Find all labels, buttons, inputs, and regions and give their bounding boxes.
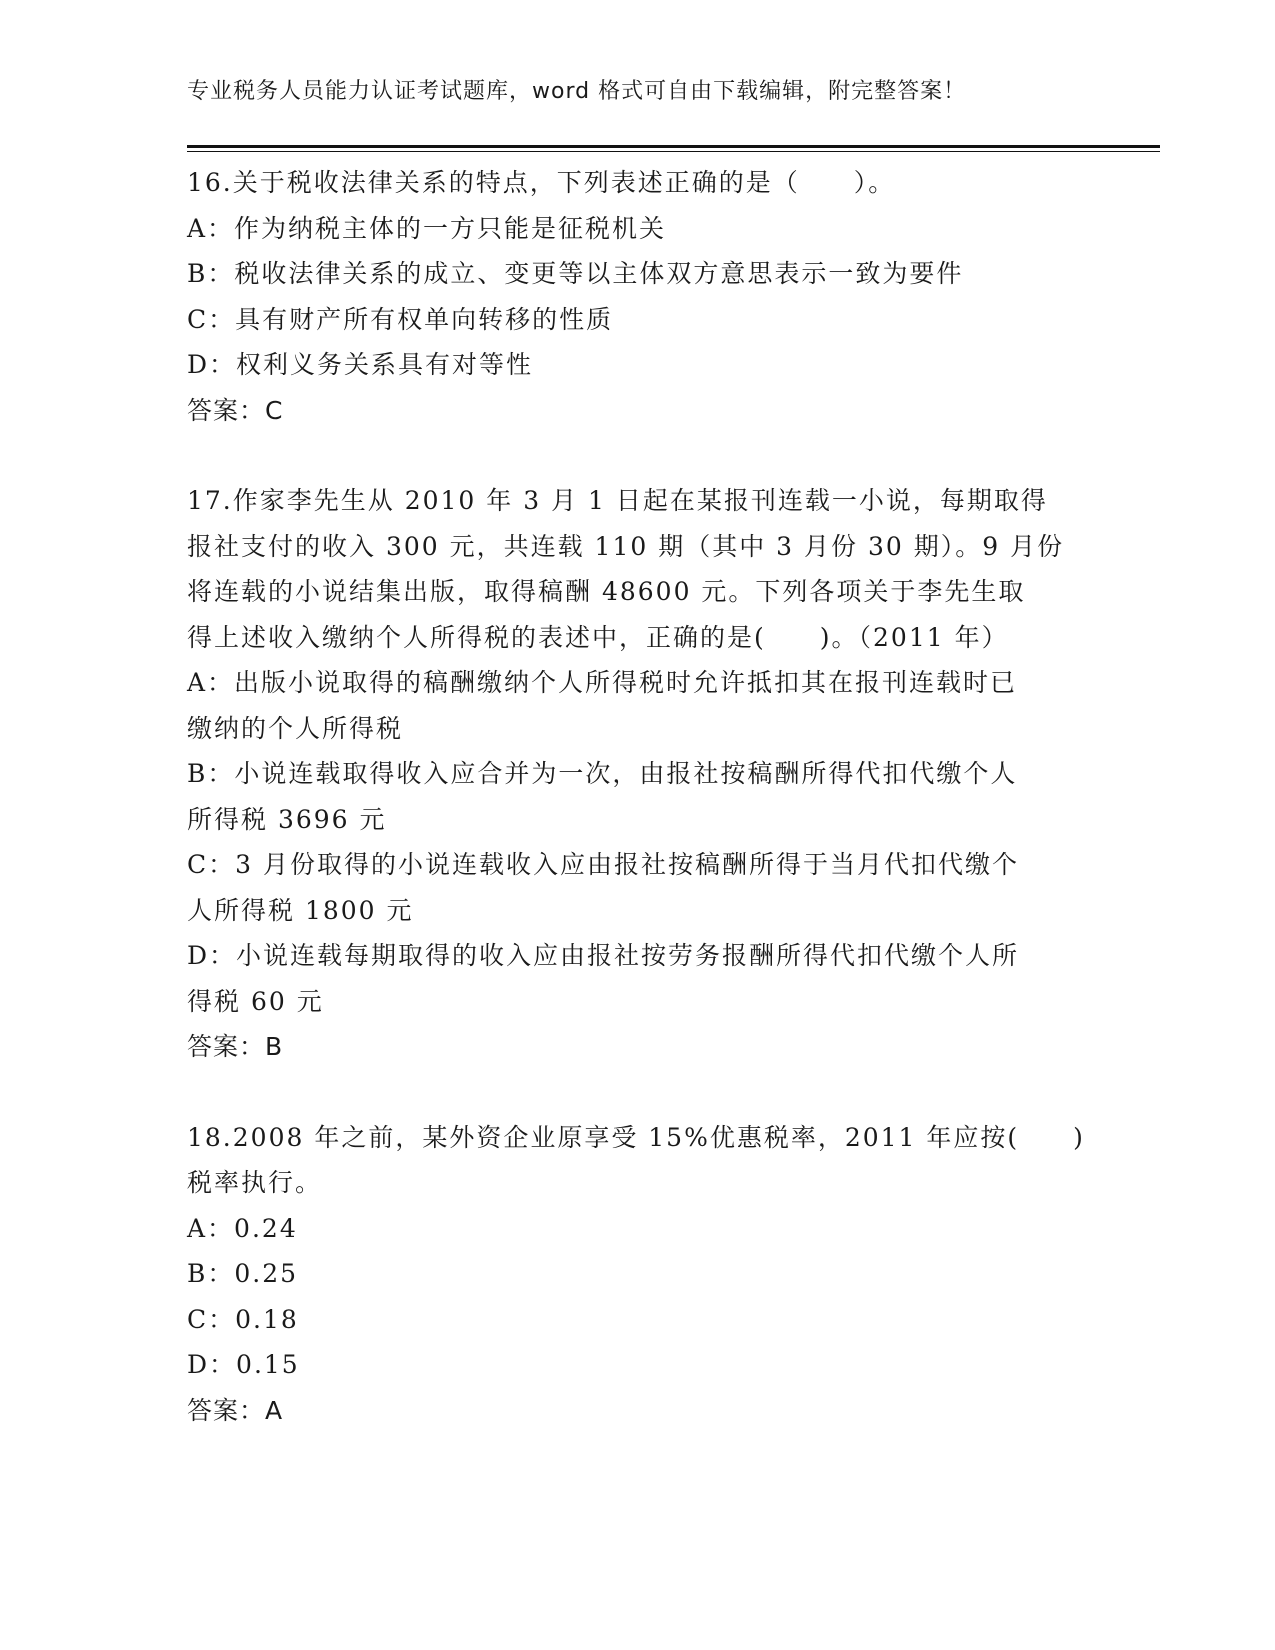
question-17	[187, 478, 1087, 1070]
question-16	[187, 160, 1087, 433]
answer: 答案：A	[187, 1395, 284, 1425]
option-d: D：权利义务关系具有对等性	[187, 350, 534, 379]
question-list	[187, 160, 1087, 1433]
option-a: A：出版小说取得的稿酬缴纳个人所得税时允许抵扣其在报刊连载时已	[187, 668, 1018, 697]
option-c: C：3 月份取得的小说连载收入应由报社按稿酬所得于当月代扣代缴个	[187, 850, 1019, 879]
option-b: B：税收法律关系的成立、变更等以主体双方意思表示一致为要件	[187, 259, 964, 288]
header-rule-thick	[187, 145, 1160, 148]
question-stem: 税率执行。	[187, 1168, 323, 1197]
option-a: 缴纳的个人所得税	[187, 713, 404, 743]
option-d: 得税 60 元	[187, 986, 324, 1016]
option-d: D：0.15	[187, 1350, 300, 1379]
answer: 答案：C	[187, 395, 284, 425]
header-rule-thin	[187, 151, 1160, 152]
question-stem: 得上述收入缴纳个人所得税的表述中，正确的是( )。（2011 年）	[187, 622, 1009, 652]
question-stem: 18.2008 年之前，某外资企业原享受 15%优惠税率，2011 年应按( )	[187, 1122, 1085, 1152]
option-b: B：0.25	[187, 1259, 299, 1288]
answer: 答案：B	[187, 1032, 284, 1061]
spacer	[187, 1070, 1087, 1115]
page-header: 专业税务人员能力认证考试题库，word 格式可自由下载编辑，附完整答案！	[187, 79, 967, 104]
option-c: C：0.18	[187, 1304, 299, 1334]
option-b: B：小说连载取得收入应合并为一次，由报社按稿酬所得代扣代缴个人	[187, 759, 1018, 788]
spacer	[187, 433, 1087, 478]
question-stem: 报社支付的收入 300 元，共连载 110 期（其中 3 月份 30 期）。9 月份	[187, 531, 1065, 561]
option-d: D：小说连载每期取得的收入应由报社按劳务报酬所得代扣代缴个人所	[187, 941, 1020, 970]
option-c: C：具有财产所有权单向转移的性质	[187, 304, 614, 334]
option-c: 人所得税 1800 元	[187, 895, 414, 925]
option-a: A：作为纳税主体的一方只能是征税机关	[187, 213, 667, 243]
option-a: A：0.24	[187, 1213, 298, 1243]
question-18	[187, 1115, 1087, 1434]
question-stem: 17.作家李先生从 2010 年 3 月 1 日起在某报刊连载一小说，每期取得	[187, 486, 1048, 515]
question-stem: 16.关于税收法律关系的特点，下列表述正确的是（ ）。	[187, 168, 896, 197]
question-stem: 将连载的小说结集出版，取得稿酬 48600 元。下列各项关于李先生取	[187, 577, 1026, 606]
option-b: 所得税 3696 元	[187, 804, 387, 834]
